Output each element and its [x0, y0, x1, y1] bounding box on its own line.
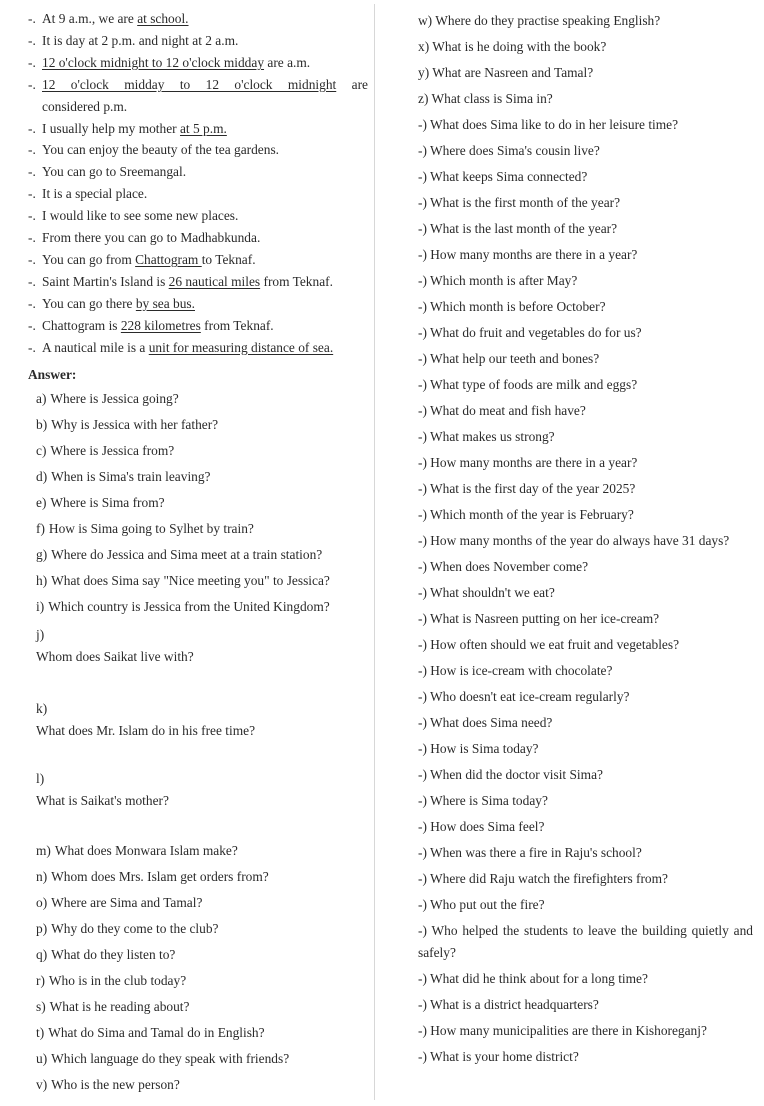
bullet-mark: -.: [28, 120, 36, 136]
statement-text: considered p.m.: [42, 98, 128, 114]
question-label: p): [36, 920, 48, 936]
question-label: k): [36, 700, 48, 716]
question-item: -) What type of foods are milk and eggs?: [418, 377, 638, 392]
underlined-phrase: 26 nautical miles: [168, 273, 261, 289]
question-item: [28, 412, 368, 438]
question-item: [28, 542, 368, 568]
question-item: -) How is Sima today?: [418, 741, 539, 756]
statement-line: [28, 293, 368, 315]
question-item: -) Where does Sima's cousin live?: [418, 143, 600, 158]
question-text: Why do they come to the club?: [51, 920, 219, 936]
question-item: -) Where did Raju watch the firefighters from?: [418, 871, 668, 886]
statement-text: from Teknaf.: [200, 317, 274, 333]
answer-heading: Answer:: [28, 366, 77, 382]
question-item: x) What is he doing with the book?: [418, 39, 607, 54]
bullet-mark: -.: [28, 208, 36, 224]
question-item: [28, 916, 368, 942]
question-item: [28, 942, 368, 968]
question-item: -) What keeps Sima connected?: [418, 169, 588, 184]
question-label: d): [36, 468, 48, 484]
bullet-mark: -.: [28, 295, 36, 311]
question-text: Which country is Jessica from the United Kingdom?: [48, 598, 330, 614]
question-item: [28, 438, 368, 464]
question-item: [28, 838, 368, 864]
question-text: What does Mr. Islam do in his free time?: [36, 722, 256, 738]
question-item: [28, 1046, 368, 1072]
question-item: -) How does Sima feel?: [418, 819, 545, 834]
underlined-phrase: Chattogram: [135, 251, 202, 267]
statement-text: to Teknaf.: [201, 251, 256, 267]
bullet-mark: -.: [28, 32, 36, 48]
question-item: -) When was there a fire in Raju's school?: [418, 845, 642, 860]
question-item: -) What is your home district?: [418, 1049, 579, 1064]
statement-line: [28, 161, 368, 183]
bullet-mark: -.: [28, 11, 36, 26]
question-item: -) What is the first month of the year?: [418, 195, 621, 210]
question-item: [28, 890, 368, 916]
question-item: [28, 968, 368, 994]
question-item: -) What makes us strong?: [418, 429, 555, 444]
question-item: z) What class is Sima in?: [418, 91, 553, 106]
answer-list-left: [28, 386, 368, 1098]
question-text: What do they listen to?: [51, 946, 176, 962]
question-label: m): [36, 842, 51, 858]
question-text: What does Monwara Islam make?: [54, 842, 238, 858]
underlined-phrase: unit for measuring distance of sea.: [148, 339, 334, 355]
question-text: What does Sima say "Nice meeting you" to Jessica?: [51, 572, 330, 588]
question-item: [28, 490, 368, 516]
question-item: [28, 768, 368, 838]
question-label: b): [36, 416, 48, 432]
left-column: [28, 8, 368, 1098]
question-item: [28, 594, 368, 620]
question-label: q): [36, 946, 48, 962]
question-item: [28, 994, 368, 1020]
question-label: c): [36, 442, 47, 458]
question-text: Which language do they speak with friends?: [51, 1050, 290, 1066]
bullet-mark: -.: [28, 76, 36, 92]
answer-list-right: [418, 8, 753, 1070]
question-item: -) What shouldn't we eat?: [418, 585, 555, 600]
bullet-mark: -.: [28, 142, 36, 158]
question-item: [28, 1072, 368, 1098]
question-item: -) What did he think about for a long time?: [418, 971, 648, 986]
question-item: -) What is the last month of the year?: [418, 221, 618, 236]
question-text: Why is Jessica with her father?: [51, 416, 219, 432]
question-text: Where do Jessica and Sima meet at a train station?: [51, 546, 323, 562]
question-item: -) Who doesn't eat ice-cream regularly?: [418, 689, 630, 704]
question-item: -) What is a district headquarters?: [418, 997, 599, 1012]
bullet-mark: -.: [28, 317, 36, 333]
question-item: -) Where is Sima today?: [418, 793, 548, 808]
statement-line: [28, 118, 368, 140]
question-item: [28, 864, 368, 890]
question-item: [28, 1020, 368, 1046]
question-item: -) How often should we eat fruit and vegetables?: [418, 637, 680, 652]
question-item: [28, 698, 368, 764]
question-item: [28, 516, 368, 542]
statement-line: [28, 337, 368, 359]
question-text: What is Saikat's mother?: [36, 792, 169, 808]
underlined-phrase: at school.: [137, 11, 189, 26]
question-text: What do Sima and Tamal do in English?: [48, 1024, 265, 1040]
question-item: w) Where do they practise speaking English?: [418, 13, 661, 28]
question-label: v): [36, 1076, 48, 1092]
statement-text: Chattogram is: [42, 317, 121, 333]
bullet-mark: -.: [28, 230, 36, 246]
question-item: -) How many months of the year do always have 31 days?: [418, 533, 730, 548]
statement-text: It is day at 2 p.m. and night at 2 a.m.: [42, 32, 239, 48]
question-label: i): [36, 598, 45, 614]
question-text: Who is in the club today?: [48, 972, 187, 988]
statement-text: From there you can go to Madhabkunda.: [42, 230, 261, 246]
question-label: t): [36, 1024, 45, 1040]
bullet-mark: -.: [28, 273, 36, 289]
question-text: Where is Jessica going?: [50, 390, 179, 406]
bullet-mark: -.: [28, 164, 36, 180]
column-divider: [374, 4, 375, 1100]
bullet-mark: -.: [28, 54, 36, 70]
bullet-mark: -.: [28, 339, 36, 355]
statement-line: [28, 74, 368, 96]
question-text: When is Sima's train leaving?: [51, 468, 211, 484]
bullet-mark: -.: [28, 251, 36, 267]
statement-text: You can go to Sreemangal.: [42, 164, 187, 180]
statement-line: [28, 315, 368, 337]
question-item: -) How many months are there in a year?: [418, 247, 638, 262]
question-item: -) Which month is before October?: [418, 299, 606, 314]
question-item: [28, 386, 368, 412]
statement-text: are: [336, 76, 368, 92]
question-item: -) Who put out the fire?: [418, 897, 545, 912]
question-label: g): [36, 546, 48, 562]
question-label: o): [36, 894, 48, 910]
question-label: n): [36, 868, 48, 884]
statement-text: I usually help my mother: [42, 120, 180, 136]
underlined-phrase: 12 o'clock midnight to 12 o'clock midday: [42, 54, 265, 70]
question-text: How is Sima going to Sylhet by train?: [48, 520, 254, 536]
question-label: u): [36, 1050, 48, 1066]
question-item: -) Who helped the students to leave the building quietly and safely?: [418, 923, 753, 960]
question-text: Whom does Mrs. Islam get orders from?: [51, 868, 269, 884]
statement-text: from Teknaf.: [260, 273, 333, 289]
question-label: a): [36, 390, 47, 406]
statement-line: [28, 183, 368, 205]
question-item: -) What is Nasreen putting on her ice-cream?: [418, 611, 660, 626]
statement-text: You can go from: [42, 251, 136, 267]
question-text: Whom does Saikat live with?: [36, 648, 194, 664]
statement-line: [28, 52, 368, 74]
statement-text: Saint Martin's Island is: [42, 273, 169, 289]
statement-list: [28, 8, 368, 359]
question-label: s): [36, 998, 46, 1014]
question-label: f): [36, 520, 45, 536]
question-label: r): [36, 972, 45, 988]
question-item: -) What help our teeth and bones?: [418, 351, 600, 366]
question-item: -) What do meat and fish have?: [418, 403, 586, 418]
question-item: -) What does Sima like to do in her leisure time?: [418, 117, 679, 132]
question-item: -) When does November come?: [418, 559, 589, 574]
statement-line: [28, 249, 368, 271]
underlined-phrase: by sea bus.: [135, 295, 195, 311]
question-item: [28, 568, 368, 594]
statement-text: A nautical mile is a: [42, 339, 149, 355]
question-item: -) When did the doctor visit Sima?: [418, 767, 603, 782]
question-item: -) Which month is after May?: [418, 273, 578, 288]
statement-line: [28, 96, 368, 118]
question-label: e): [36, 494, 47, 510]
question-item: -) How many municipalities are there in Kishoreganj?: [418, 1023, 707, 1038]
statement-text: You can enjoy the beauty of the tea gardens.: [42, 142, 279, 158]
right-column: [418, 8, 753, 1070]
statement-text: are a.m.: [264, 54, 311, 70]
question-item: -) Which month of the year is February?: [418, 507, 634, 522]
statement-line: [28, 8, 368, 30]
question-item: y) What are Nasreen and Tamal?: [418, 65, 594, 80]
question-label: h): [36, 572, 48, 588]
question-label: j): [36, 626, 45, 642]
question-text: Where is Sima from?: [50, 494, 165, 510]
question-label: l): [36, 770, 45, 786]
underlined-phrase: 12 o'clock midday to 12 o'clock midnight: [42, 76, 337, 92]
statement-text: You can go there: [42, 295, 136, 311]
question-text: Where are Sima and Tamal?: [51, 894, 203, 910]
question-item: [28, 624, 368, 694]
statement-text: I would like to see some new places.: [42, 208, 239, 224]
statement-line: [28, 139, 368, 161]
bullet-mark: -.: [28, 186, 36, 202]
statement-text: It is a special place.: [42, 186, 148, 202]
question-item: -) What is the first day of the year 2025?: [418, 481, 636, 496]
question-item: -) What do fruit and vegetables do for us?: [418, 325, 642, 340]
question-item: [28, 464, 368, 490]
underlined-phrase: 228 kilometres: [120, 317, 201, 333]
underlined-phrase: at 5 p.m.: [179, 120, 227, 136]
statement-line: [28, 227, 368, 249]
statement-line: [28, 271, 368, 293]
statement-line: [28, 205, 368, 227]
question-item: -) What does Sima need?: [418, 715, 553, 730]
question-item: -) How is ice-cream with chocolate?: [418, 663, 613, 678]
question-text: What is he reading about?: [49, 998, 190, 1014]
statement-line: [28, 30, 368, 52]
question-item: -) How many months are there in a year?: [418, 455, 638, 470]
statement-text: At 9 a.m., we are: [42, 11, 138, 26]
question-text: Where is Jessica from?: [50, 442, 175, 458]
question-text: Who is the new person?: [51, 1076, 180, 1092]
